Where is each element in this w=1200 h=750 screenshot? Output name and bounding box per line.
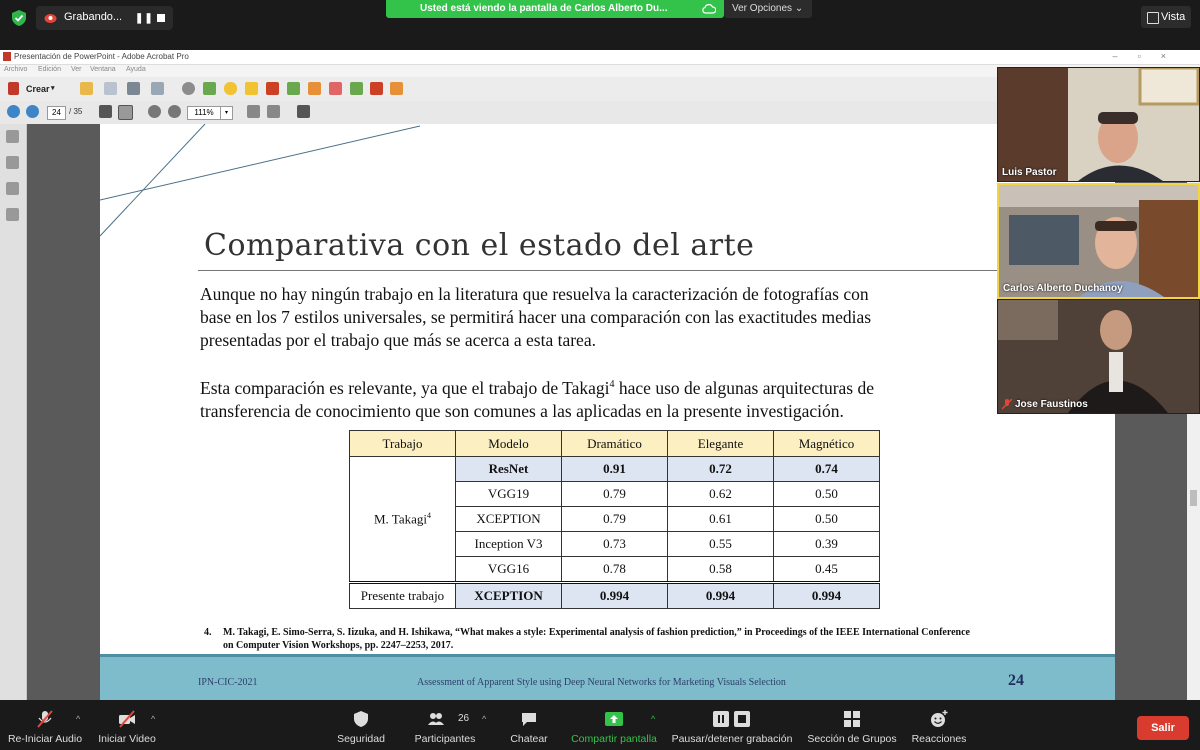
citation-superscript: 4 xyxy=(609,379,615,390)
group-label: M. Takagi xyxy=(373,511,427,527)
create-button[interactable] xyxy=(6,81,58,97)
value-cell: 0.994 xyxy=(774,583,880,609)
comparison-table xyxy=(349,430,880,609)
menu-ventana[interactable]: Ventana xyxy=(90,66,116,73)
value-cell: 0.50 xyxy=(774,507,880,532)
value-cell: 0.73 xyxy=(562,532,668,557)
leave-meeting-button[interactable]: Salir xyxy=(1137,716,1189,740)
participant-video-feed xyxy=(999,185,1198,297)
sign-icon[interactable] xyxy=(329,82,342,95)
fit-width-icon[interactable] xyxy=(267,105,280,118)
participant-name: Luis Pastor xyxy=(1002,167,1057,178)
print-icon[interactable] xyxy=(127,82,140,95)
relevance-text-b: hace uso de algunas arquitecturas de xyxy=(614,377,874,398)
edit-document-icon[interactable] xyxy=(287,82,300,95)
value-cell: 0.79 xyxy=(562,507,668,532)
share-banner-text: Usted está viendo la pantalla de Carlos Alberto Du... xyxy=(420,3,668,14)
header-modelo: Modelo xyxy=(456,431,562,457)
zoom-top-bar xyxy=(0,0,1200,50)
previous-page-icon[interactable] xyxy=(7,105,20,118)
sticky-note-icon[interactable] xyxy=(245,82,258,95)
page-total: / 35 xyxy=(69,107,83,116)
share-screen-icon xyxy=(605,710,623,728)
header-magnetico: Magnético xyxy=(774,431,880,457)
group-citation: 4 xyxy=(427,510,431,520)
present-work-cell: Presente trabajo xyxy=(350,583,456,609)
muted-microphone-icon xyxy=(36,710,54,728)
open-folder-icon[interactable] xyxy=(80,82,93,95)
acrobat-title-bar xyxy=(0,50,1200,65)
record-label: Pausar/detener grabación xyxy=(671,733,793,745)
relevance-line-2: transferencia de conocimiento que son comunes a las aplicadas en la presente investigación. xyxy=(200,400,844,421)
title-divider xyxy=(198,270,1098,271)
acrobat-window-title: Presentación de PowerPoint - Adobe Acrobat Pro xyxy=(14,52,189,61)
relevance-line-1 xyxy=(200,373,874,400)
smiley-icon xyxy=(930,710,948,728)
reactions-button[interactable] xyxy=(906,700,972,750)
measure-icon[interactable] xyxy=(390,82,403,95)
header-elegante: Elegante xyxy=(668,431,774,457)
model-cell: VGG19 xyxy=(456,482,562,507)
model-cell: ResNet xyxy=(456,457,562,482)
header-dramatico: Dramático xyxy=(562,431,668,457)
model-cell: XCEPTION xyxy=(456,507,562,532)
signatures-icon[interactable] xyxy=(6,208,19,221)
participants-label: Participantes xyxy=(414,733,476,745)
footnote-number: 4. xyxy=(204,627,212,638)
cloud-icon xyxy=(702,3,716,14)
view-options-dropdown[interactable] xyxy=(724,0,812,18)
present-work-row xyxy=(350,583,880,609)
acrobat-navigation-pane xyxy=(0,124,27,700)
value-cell: 0.994 xyxy=(562,583,668,609)
attach-icon[interactable] xyxy=(308,82,321,95)
value-cell: 0.994 xyxy=(668,583,774,609)
model-cell: XCEPTION xyxy=(456,583,562,609)
chat-button[interactable] xyxy=(500,700,558,750)
menu-edicion[interactable]: Edición xyxy=(38,66,61,73)
slide-page xyxy=(100,124,1115,700)
share-screen-button[interactable] xyxy=(566,700,662,750)
footer-institution: IPN-CIC-2021 xyxy=(198,677,258,688)
export-icon[interactable] xyxy=(350,82,363,95)
zoom-bottom-toolbar xyxy=(0,700,1200,750)
pause-recording-icon[interactable]: ❚❚ xyxy=(135,13,154,24)
chat-bubble-icon xyxy=(520,710,538,728)
value-cell: 0.72 xyxy=(668,457,774,482)
fit-page-icon[interactable] xyxy=(247,105,260,118)
next-page-icon[interactable] xyxy=(26,105,39,118)
security-button[interactable] xyxy=(330,700,392,750)
pdf-app-icon xyxy=(3,52,11,61)
participant-video-tile[interactable] xyxy=(997,67,1200,182)
zoom-level-input[interactable]: 111% xyxy=(187,106,221,120)
start-video-button[interactable] xyxy=(92,700,162,750)
slide-footer xyxy=(100,654,1115,700)
header-trabajo: Trabajo xyxy=(350,431,456,457)
menu-ver[interactable]: Ver xyxy=(71,66,82,73)
footer-page-number: 24 xyxy=(1008,672,1024,689)
breakout-label: Sección de Grupos xyxy=(807,733,897,745)
scrollbar-thumb[interactable] xyxy=(1190,490,1197,506)
value-cell: 0.74 xyxy=(774,457,880,482)
relevance-text-a: Esta comparación es relevante, ya que el trabajo de Takagi xyxy=(200,377,610,398)
create-pdf-icon xyxy=(8,82,19,95)
participant-video-tile[interactable] xyxy=(997,299,1200,414)
muted-mic-icon xyxy=(1002,399,1012,410)
zoom-out-icon[interactable] xyxy=(148,105,161,118)
footnote-text: M. Takagi, E. Simo-Serra, S. Iizuka, and H. Ishikawa, “What makes a style: Experimental analysis of fashion prediction,” in Proceedings of the IEEE International Conference on Computer Vision Workshops, pp. 2247–2253, 2017. xyxy=(223,627,970,651)
value-cell: 0.45 xyxy=(774,557,880,583)
shield-icon xyxy=(352,710,370,728)
value-cell: 0.79 xyxy=(562,482,668,507)
form-icon[interactable] xyxy=(370,82,383,95)
intro-line-3: presentadas por el trabajo que más se acerca a esta tarea. xyxy=(200,330,596,350)
audio-label: Re-Iniciar Audio xyxy=(7,733,83,745)
menu-ayuda[interactable]: Ayuda xyxy=(126,66,146,73)
pause-stop-recording-button[interactable] xyxy=(668,700,796,750)
participants-button[interactable] xyxy=(410,700,480,750)
security-shield-icon[interactable] xyxy=(10,9,28,27)
view-button-label: Vista xyxy=(1161,11,1186,23)
cloud-recording-icon xyxy=(44,12,57,23)
value-cell: 0.78 xyxy=(562,557,668,583)
intro-line-1: Aunque no hay ningún trabajo en la literatura que resuelva la caracterización de fotografías con xyxy=(200,284,869,304)
value-cell: 0.55 xyxy=(668,532,774,557)
intro-paragraph xyxy=(200,283,871,352)
zoom-dropdown-icon[interactable]: ▾ xyxy=(220,106,233,120)
table-row xyxy=(350,457,880,482)
attachments-icon[interactable] xyxy=(6,182,19,195)
zoom-in-icon[interactable] xyxy=(168,105,181,118)
table-header-row xyxy=(350,431,880,457)
breakout-rooms-icon xyxy=(843,710,861,728)
participants-count: 26 xyxy=(458,713,470,724)
grid-view-icon xyxy=(1147,12,1159,24)
settings-gear-icon[interactable] xyxy=(182,82,195,95)
relevance-paragraph xyxy=(200,373,874,423)
chevron-down-icon: ▾ xyxy=(51,85,55,92)
pause-stop-icon xyxy=(712,710,752,728)
stop-recording-icon[interactable] xyxy=(157,14,165,22)
unmute-audio-button[interactable] xyxy=(0,700,90,750)
recording-indicator[interactable] xyxy=(36,6,173,30)
email-icon[interactable] xyxy=(151,82,164,95)
bookmarks-icon[interactable] xyxy=(6,156,19,169)
share-label: Compartir pantalla xyxy=(571,733,657,745)
participant-video-feed xyxy=(998,300,1199,413)
chevron-up-icon[interactable]: ^ xyxy=(482,714,487,724)
read-mode-icon[interactable] xyxy=(297,105,310,118)
page-number-input[interactable]: 24 xyxy=(47,106,66,120)
chat-label: Chatear xyxy=(510,733,548,745)
reactions-label: Reacciones xyxy=(911,733,967,745)
participant-video-feed xyxy=(998,68,1199,181)
value-cell: 0.62 xyxy=(668,482,774,507)
hand-tool-icon[interactable] xyxy=(118,105,133,120)
video-label: Iniciar Video xyxy=(98,733,156,745)
save-icon[interactable] xyxy=(104,82,117,95)
participant-name: Carlos Alberto Duchanoy xyxy=(1003,283,1123,294)
create-label: Crear xyxy=(26,84,50,94)
active-speaker-video-tile[interactable] xyxy=(997,183,1200,299)
page-thumbnails-icon[interactable] xyxy=(6,130,19,143)
value-cell: 0.91 xyxy=(562,457,668,482)
chevron-up-icon[interactable]: ^ xyxy=(651,714,656,724)
decorative-lines xyxy=(100,124,430,244)
recording-label: Grabando... xyxy=(64,11,123,23)
slide-title: Comparativa con el estado del arte xyxy=(204,228,755,263)
value-cell: 0.39 xyxy=(774,532,880,557)
view-button[interactable] xyxy=(1141,6,1191,28)
footer-talk-title: Assessment of Apparent Style using Deep Neural Networks for Marketing Visuals Selection xyxy=(417,677,786,688)
participants-icon xyxy=(427,710,445,728)
model-cell: Inception V3 xyxy=(456,532,562,557)
model-cell: VGG16 xyxy=(456,557,562,583)
chevron-up-icon[interactable]: ^ xyxy=(151,714,156,724)
intro-line-2: base en los 7 estilos universales, se permitirá hacer una comparación con las exactitudes medias xyxy=(200,307,872,327)
view-options-label: Ver Opciones ⌄ xyxy=(732,3,804,14)
chevron-up-icon[interactable]: ^ xyxy=(76,714,81,724)
breakout-rooms-button[interactable] xyxy=(804,700,900,750)
select-cursor-icon[interactable] xyxy=(99,105,112,118)
menu-archivo[interactable]: Archivo xyxy=(4,66,28,73)
value-cell: 0.58 xyxy=(668,557,774,583)
window-controls[interactable]: –▫× xyxy=(1112,51,1186,61)
stamp-icon[interactable] xyxy=(266,82,279,95)
participant-name: Jose Faustinos xyxy=(1015,399,1088,410)
document-icon[interactable] xyxy=(203,82,216,95)
screen-share-banner xyxy=(386,0,724,18)
group-cell-takagi xyxy=(350,457,456,583)
security-label: Seguridad xyxy=(337,733,385,745)
comment-icon[interactable] xyxy=(224,82,237,95)
video-off-icon xyxy=(118,710,136,728)
value-cell: 0.50 xyxy=(774,482,880,507)
value-cell: 0.61 xyxy=(668,507,774,532)
